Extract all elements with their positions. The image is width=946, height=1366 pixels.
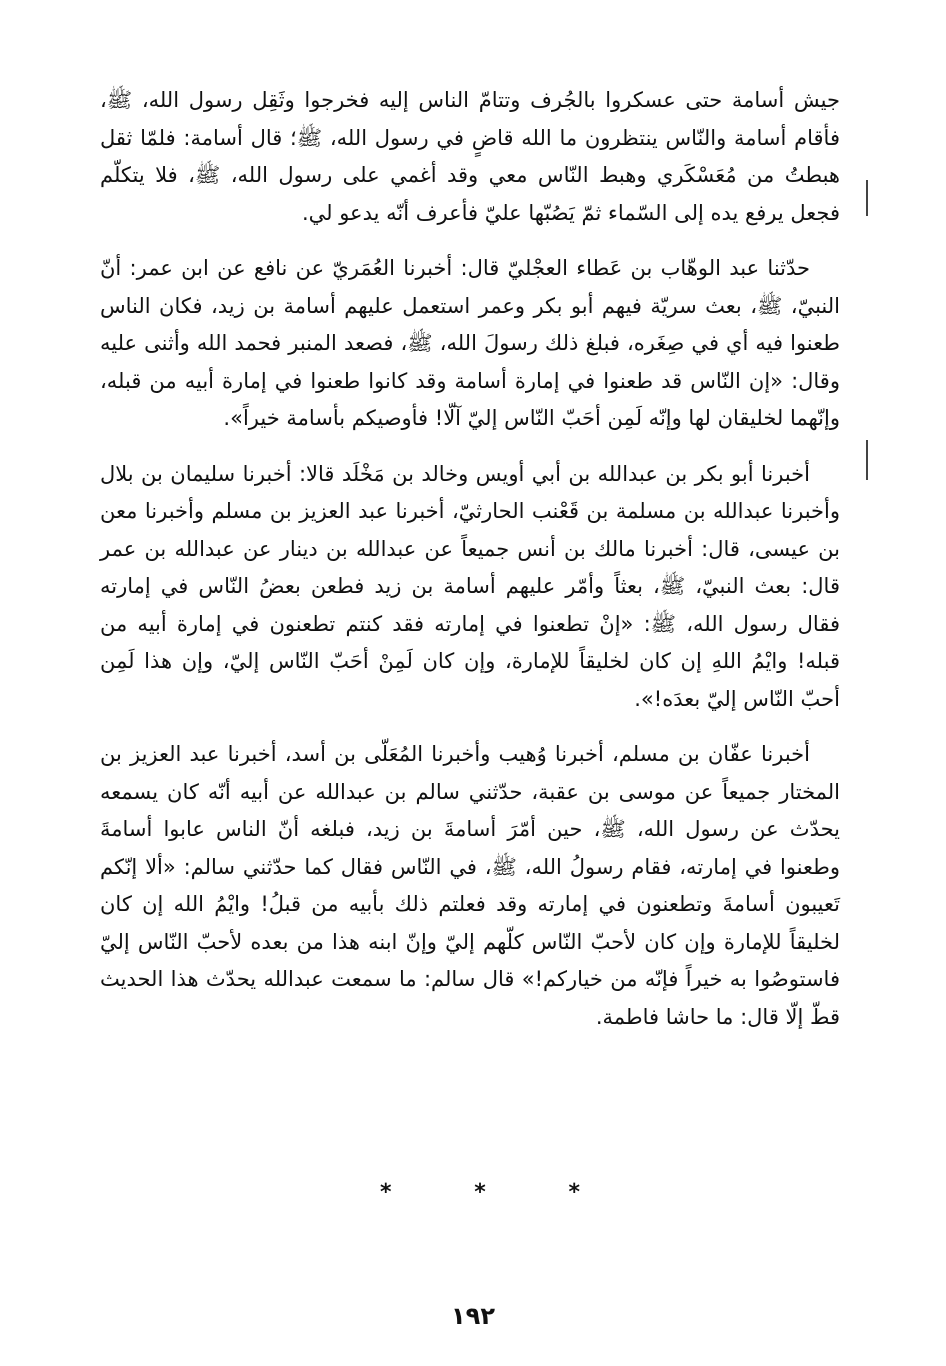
paragraph-3: أخبرنا أبو بكر بن عبدالله بن أبي أويس وخالد بن مَخْلَد قالا: أخبرنا سليمان بن بلال وأخبرنا عبدالله بن مسلمة بن قَعْنب الحارثيّ، أخبرنا عبد العزيز بن مسلم وأخبرنا معن بن عيسى، قال: أخبرنا مالك بن أنس جميعاً عن عبدالله بن دينار عن عبدالله بن عمر قال: بعث النبيّ، ﷺ، بعثاً وأمّر عليهم أسامة بن زيد فطعن بعضُ النّاس في إمارته فقال رسول الله، ﷺ: «إنْ تطعنوا في إمارته فقد كنتم تطعنون في إمارة أبيه من قبله! وايْمُ اللهِ إن كان لخليقاً للإمارة، وإن كان لَمِنْ أحَبّ النّاس إليّ، وإن هذا لَمِن أحبّ النّاس إليّ بعدَه!».: [100, 461, 840, 711]
page-number: ١٩٢: [451, 1302, 495, 1330]
separator-star: *: [380, 1180, 392, 1205]
separator-star: *: [568, 1180, 580, 1205]
margin-line-mark: [866, 440, 868, 480]
margin-line-mark: [866, 180, 868, 216]
paragraph-2: حدّثنا عبد الوهّاب بن عَطاء العجْليّ قال: أخبرنا العُمَريّ عن نافع عن ابن عمر: أنّ النبيّ، ﷺ، بعث سريّة فيهم أبو بكر وعمر استعمل عليهم أسامة بن زيد، فكان الناس طعنوا فيه أي في صِغَره، فبلغ ذلك رسولَ الله، ﷺ، فصعد المنبر فحمد الله وأثنى عليه وقال: «إن النّاس قد طعنوا في إمارة أسامة وقد كانوا طعنوا في إمارة أبيه من قبله، وإنّهما لخليقان لها وإنّه لَمِن أحَبّ النّاس إليّ آلّا! فأوصيكم بأسامة خيراً».: [100, 256, 840, 430]
paragraph-1: جيش أسامة حتى عسكروا بالجُرف وتتامّ الناس إليه فخرجوا وثَقِل رسول الله، ﷺ، فأقام أسامة والنّاس ينتظرون ما الله قاضٍ في رسول الله، ﷺ؛ قال أسامة: فلمّا ثقل هبطتُ من مُعَسْكَري وهبط النّاس معي وقد أغمي على رسول الله، ﷺ، فلا يتكلّم فجعل يرفع يده إلى السّماء ثمّ يَصُبّها عليّ فأعرف أنّه يدعو لي.: [100, 88, 840, 225]
paragraph-4: أخبرنا عفّان بن مسلم، أخبرنا وُهيب وأخبرنا المُعَلّى بن أسد، أخبرنا عبد العزيز بن المختار جميعاً عن موسى بن عقبة، حدّثني سالم بن عبدالله عن أبيه أنّه كان يسمعه يحدّث عن رسول الله، ﷺ، حين أمّرَ أسامةَ بن زيد، فبلغه أنّ الناس عابوا أسامةَ وطعنوا في إمارته، فقام رسولُ الله، ﷺ، في النّاس فقال كما حدّثني سالم: «ألا إنّكم تَعيبون أسامةَ وتطعنون في إمارته وقد فعلتم ذلك بأبيه من قبلُ! وايْمُ الله إن كان لخليقاً للإمارة وإن كان لأحبّ النّاس كلّهم إليّ وإنّ ابنه هذا من بعده لأحبّ النّاس إليّ فاستوصُوا به خيراً فإنّه من خياركم!» قال سالم: ما سمعت عبدالله يحدّث هذا الحديث قطّ إلّا قال: ما حاشا فاطمة.: [100, 742, 840, 1029]
body-text: [100, 82, 840, 1036]
separator-star: *: [474, 1180, 486, 1205]
section-separator: [380, 1180, 580, 1205]
